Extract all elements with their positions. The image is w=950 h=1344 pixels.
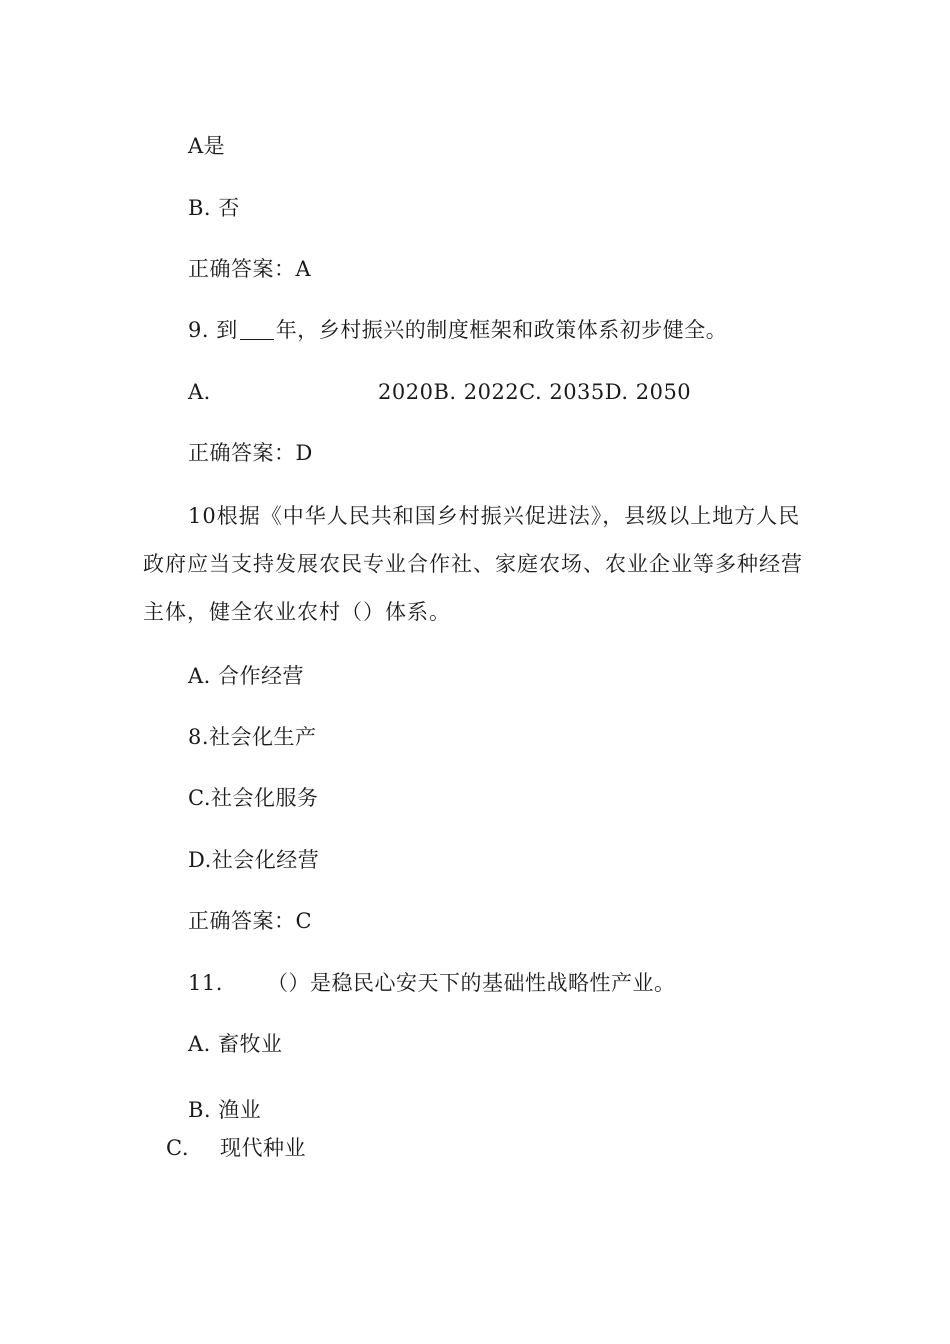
q11-option-a: A. 畜牧业 [188,1032,283,1056]
q10-stem: 10根据《中华人民共和国乡村振兴促进法》，县级以上地方人民政府应当支持发展农民专业合作社、家庭农场、农业企业等多种经营主体，健全农业农村（）体系。 [143,504,803,624]
q8-answer: 正确答案：A [188,257,312,281]
q9-option-a: A. [188,380,211,404]
q9-stem-pre: 9. 到 [188,318,238,342]
q11-stem: （）是稳民心安天下的基础性战略性产业。 [267,971,676,995]
q9-options-rest: 2020B. 2022C. 2035D. 2050 [378,380,692,404]
q9-answer: 正确答案：D [188,441,313,465]
q8-option-a: A是 [188,134,226,158]
q9-stem-post: 年，乡村振兴的制度框架和政策体系初步健全。 [275,318,728,342]
q11-option-c-text: 现代种业 [220,1136,306,1160]
q11-option-c-letter: C. [166,1136,189,1160]
fill-blank [240,317,274,340]
q11-number: 11. [188,971,223,995]
q11-option-b: B. 渔业 [188,1098,262,1122]
q8-option-b: B. 否 [188,196,240,220]
q10-option-d: D.社会化经营 [188,848,320,872]
q9-stem [188,315,727,345]
q10-option-c: C.社会化服务 [188,786,319,810]
q10-option-a: A. 合作经营 [188,664,305,688]
q10-option-b: 8.社会化生产 [188,725,317,749]
q10-answer: 正确答案：C [188,909,313,933]
